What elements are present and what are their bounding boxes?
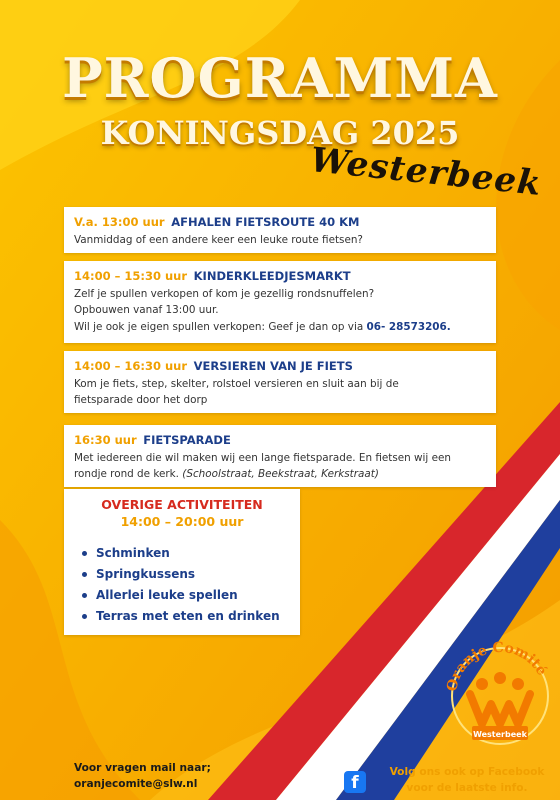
event-text: fietsparade door het dorp [74, 394, 208, 407]
event-title: VERSIEREN VAN JE FIETS [193, 359, 353, 373]
event-streets: (Schoolstraat, Beekstraat, Kerkstraat) [182, 468, 379, 481]
facebook-icon[interactable]: f [344, 771, 366, 793]
list-item: Schminken [96, 543, 288, 564]
facebook-line: voor de laatste info. [406, 782, 528, 794]
event-time: V.a. 13:00 uur [74, 215, 165, 229]
other-activities-time: 14:00 – 20:00 uur [120, 514, 244, 529]
phone-number: 06- 28573206. [366, 320, 451, 333]
event-text: Vanmiddag of een andere keer een leuke route fietsen? [74, 233, 363, 246]
event-title: FIETSPARADE [143, 433, 231, 447]
place-name: Westerbeek [308, 139, 544, 205]
event-time: 14:00 – 15:30 uur [74, 269, 188, 283]
event-card-kinderkleedjesmarkt [64, 261, 496, 343]
oranje-comite-logo [438, 626, 558, 750]
contact-email[interactable]: oranjecomite@slw.nl [74, 778, 198, 790]
activity-list [76, 543, 288, 627]
event-card-fietsroute [64, 207, 496, 253]
list-item: Springkussens [96, 564, 288, 585]
event-text: Zelf je spullen verkopen of kom je gezellig rondsnuffelen? [74, 287, 375, 300]
facebook-line: Volg ons ook op Facebook [389, 766, 545, 778]
event-time: 16:30 uur [74, 433, 137, 447]
logo-arc-text: Oranje Comité [444, 639, 550, 693]
event-text: Wil je ook je eigen spullen verkopen: Geef je dan op via [74, 320, 364, 333]
event-text: Kom je fiets, step, skelter, rolstoel versieren en sluit aan bij de [74, 377, 399, 390]
event-time: 14:00 – 16:30 uur [74, 359, 188, 373]
facebook-text [382, 764, 552, 796]
page-subtitle: KONINGSDAG 2025 [100, 114, 460, 152]
other-activities-card [64, 489, 300, 635]
page-title: PROGRAMMA [62, 46, 498, 110]
other-activities-title: OVERIGE ACTIVITEITEN [101, 497, 263, 512]
event-text: Met iedereen die wil maken wij een lange fietsparade. En fietsen wij een [74, 451, 451, 464]
event-text: Opbouwen vanaf 13:00 uur. [74, 304, 219, 317]
list-item: Allerlei leuke spellen [96, 585, 288, 606]
logo-label: Westerbeek [473, 730, 527, 739]
list-item: Terras met eten en drinken [96, 606, 288, 627]
event-card-fietsparade [64, 425, 496, 487]
contact-info [74, 760, 211, 792]
event-text: rondje rond de kerk. [74, 468, 179, 481]
contact-text: Voor vragen mail naar; [74, 762, 211, 774]
event-title: KINDERKLEEDJESMARKT [193, 269, 351, 283]
event-card-versieren [64, 351, 496, 413]
event-title: AFHALEN FIETSROUTE 40 KM [171, 215, 360, 229]
